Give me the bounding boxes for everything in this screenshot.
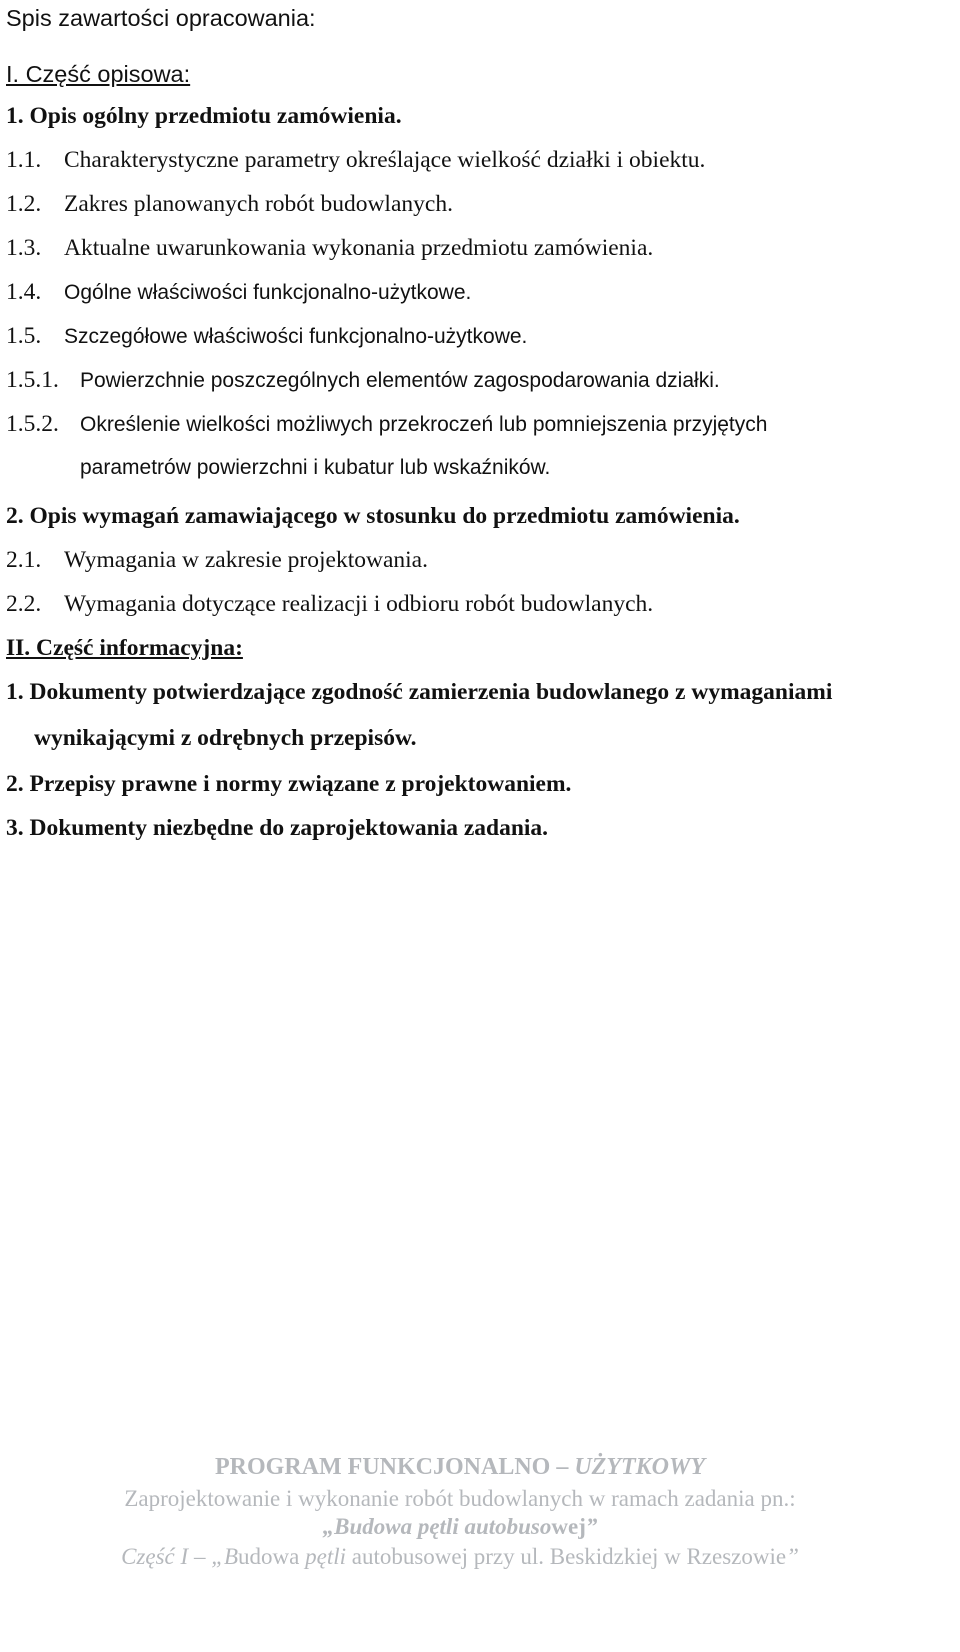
- entry-number: 1.3.: [6, 235, 42, 261]
- entry-number: 2.1.: [6, 547, 42, 573]
- entry-number: 1.4.: [6, 279, 42, 305]
- footer-part-end-quote: ”: [786, 1544, 799, 1569]
- entry-number: 2.: [6, 771, 24, 797]
- toc-entry-1-4: [6, 278, 471, 307]
- toc-entry-1-5-1: [6, 366, 720, 395]
- info-entry-2: [6, 770, 571, 798]
- footer-part-title: [0, 1544, 920, 1570]
- info-entry-1-continued: wynikającymi z odrębnych przepisów.: [34, 725, 417, 751]
- toc-entry-2-1: [6, 546, 428, 574]
- entry-text: Ogólne właściwości funkcjonalno-użytkowe.: [64, 281, 472, 304]
- footer-part-petli: pętli: [305, 1544, 346, 1569]
- footer-task-name-main: „Budowa pętli autobuso: [322, 1514, 552, 1539]
- entry-text: Zakres planowanych robót budowlanych.: [64, 191, 453, 217]
- toc-entry-1: [6, 102, 402, 130]
- part2-heading: II. Część informacyjna:: [6, 635, 243, 661]
- entry-text: Szczegółowe właściwości funkcjonalno-użytkowe.: [64, 325, 528, 348]
- toc-entry-1-5: [6, 322, 527, 351]
- entry-number: 1.: [6, 679, 24, 705]
- part1-heading: I. Część opisowa:: [6, 61, 191, 87]
- footer-part-dash-quote: – „B: [188, 1544, 239, 1569]
- entry-number: 1.5.2.: [6, 411, 59, 437]
- entry-text: Przepisy prawne i normy związane z projektowaniem.: [29, 771, 572, 797]
- toc-entry-1-5-2-continued: parametrów powierzchni i kubatur lub wskaźników.: [80, 456, 551, 479]
- entry-text: Opis wymagań zamawiającego w stosunku do przedmiotu zamówienia.: [29, 503, 740, 529]
- entry-text: Powierzchnie poszczególnych elementów zagospodarowania działki.: [80, 369, 720, 392]
- entry-text: Charakterystyczne parametry określające wielkość działki i obiektu.: [64, 147, 706, 173]
- entry-number: 1.: [6, 103, 24, 129]
- entry-text: Wymagania dotyczące realizacji i odbioru robót budowlanych.: [64, 591, 654, 617]
- toc-entry-1-1: [6, 146, 705, 174]
- entry-text: Określenie wielkości możliwych przekroczeń lub pomniejszenia przyjętych: [80, 413, 768, 436]
- entry-number: 2.: [6, 503, 24, 529]
- footer-part-rest: autobusowej przy ul. Beskidzkiej w Rzeszowie: [346, 1544, 787, 1569]
- entry-number: 1.5.: [6, 323, 42, 349]
- footer-task-name-suffix: wej: [551, 1514, 586, 1539]
- toc-title: Spis zawartości opracowania:: [6, 5, 316, 31]
- footer-task-name: [0, 1514, 920, 1540]
- entry-text: Dokumenty niezbędne do zaprojektowania zadania.: [29, 815, 549, 841]
- entry-number: 1.1.: [6, 147, 42, 173]
- info-entry-1: [6, 678, 832, 706]
- toc-entry-2: [6, 502, 740, 530]
- entry-number: 3.: [6, 815, 24, 841]
- toc-entry-1-5-2: [6, 410, 767, 439]
- footer-program-title-italic: UŻYTKOWY: [574, 1454, 705, 1480]
- footer-program-title: [0, 1454, 920, 1481]
- entry-text: Aktualne uwarunkowania wykonania przedmiotu zamówienia.: [64, 235, 654, 261]
- entry-text: Dokumenty potwierdzające zgodność zamierzenia budowlanego z wymaganiami: [29, 679, 833, 705]
- footer-program-title-main: PROGRAM FUNKCJONALNO –: [215, 1454, 575, 1480]
- entry-text: Opis ogólny przedmiotu zamówienia.: [29, 103, 402, 129]
- footer-part-label: Część I: [121, 1544, 189, 1569]
- footer-task-name-quote: ”: [585, 1514, 598, 1539]
- entry-text: Wymagania w zakresie projektowania.: [64, 547, 428, 573]
- footer-task-description: Zaprojektowanie i wykonanie robót budowlanych w ramach zadania pn.:: [124, 1486, 796, 1511]
- toc-entry-1-2: [6, 190, 453, 218]
- entry-number: 2.2.: [6, 591, 42, 617]
- footer-part-budowa: udowa: [238, 1544, 306, 1569]
- toc-entry-2-2: [6, 590, 653, 618]
- entry-number: 1.2.: [6, 191, 42, 217]
- toc-entry-1-3: [6, 234, 653, 262]
- entry-number: 1.5.1.: [6, 367, 59, 393]
- info-entry-3: [6, 814, 548, 842]
